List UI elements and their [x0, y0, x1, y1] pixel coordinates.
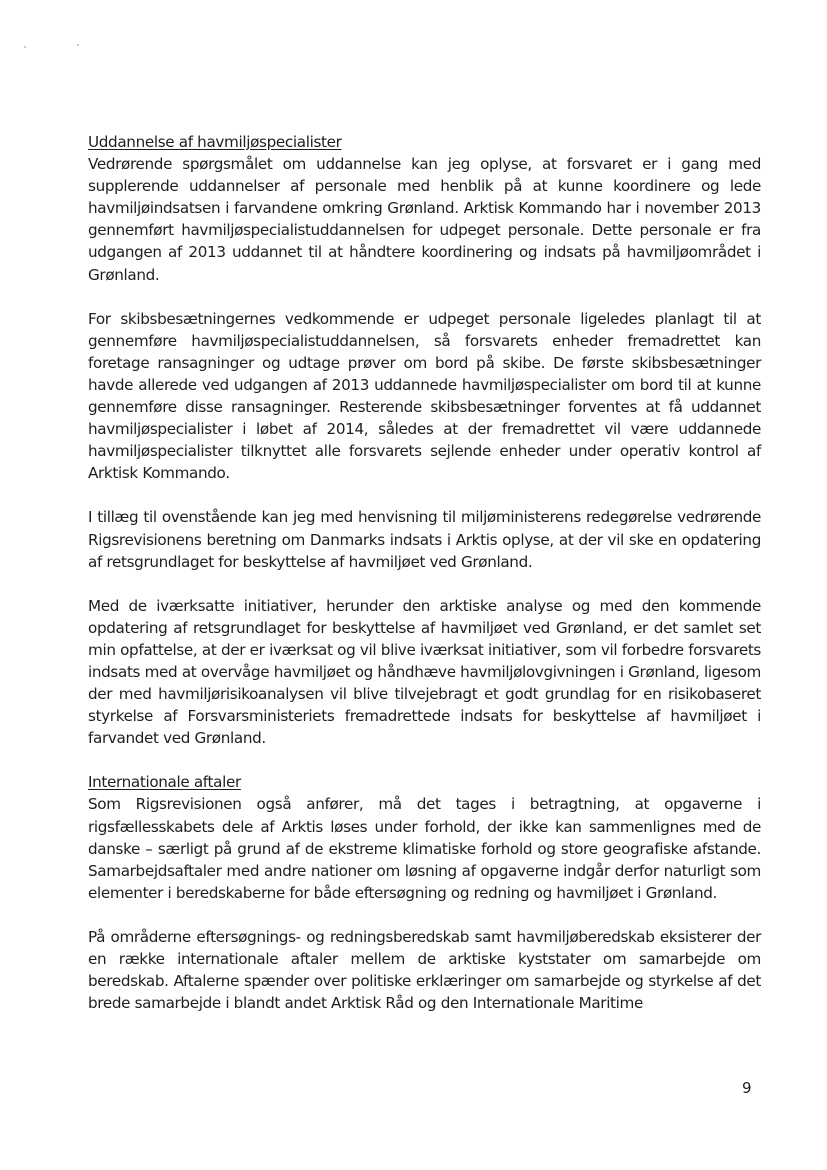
section-uddannelse: [88, 131, 761, 749]
paragraph: I tillæg til ovenstående kan jeg med henvisning til miljøministerens redegørelse vedrørende Rigsrevisionens beretning om Danmarks indsats i Arktis oplyse, at der vil ske en opdatering af retsgrundlaget for beskyttelse af havmiljøet ved Grønland.: [88, 508, 761, 571]
section-internationale-aftaler: [88, 771, 761, 1014]
section-heading: Internationale aftaler: [88, 773, 241, 792]
paragraph: På områderne eftersøgnings- og redningsberedskab samt havmiljøberedskab eksisterer der en række internationale aftaler mellem de arktiske kyststater om samarbejde om beredskab. Aftalerne spænder over politiske erklæringer om samarbejde og styrkelse af det brede samarbejde i blandt andet Arktisk Råd og den Internationale Maritime: [88, 927, 761, 1013]
document-body: [88, 131, 761, 1036]
paragraph: Som Rigsrevisionen også anfører, må det tages i betragtning, at opgaverne i rigsfællesskabets dele af Arktis løses under forhold, der ikke kan sammenlignes med de danske – særligt på grund af de ekstreme klimatiske forhold og store geografiske afstande. Samarbejdsaftaler med andre nationer om løsning af opgaverne indgår derfor naturligt som elementer i beredskaberne for både eftersøgning og redning og havmiljøet i Grønland.: [88, 795, 761, 902]
scan-speck: [77, 44, 79, 46]
paragraph: For skibsbesætningernes vedkommende er udpeget personale ligeledes planlagt til at gennemføre havmiljøspecialistuddannelsen, så forsvarets enheder fremadrettet kan foretage ransagninger og udtage prøver om bord på skibe. De første skibsbesætninger havde allerede ved udgangen af 2013 uddannede havmiljøspecialister om bord til at kunne gennemføre disse ransagninger. Resterende skibsbesætninger forventes at få uddannet havmiljøspecialister i løbet af 2014, således at der fremadrettet vil være uddannede havmiljøspecialister tilknyttet alle forsvarets sejlende enheder under operativ kontrol af Arktisk Kommando.: [88, 309, 761, 483]
section-heading: Uddannelse af havmiljøspecialister: [88, 133, 342, 151]
scan-speck: [24, 46, 26, 48]
page-number: 9: [742, 1079, 752, 1097]
paragraph: Vedrørende spørgsmålet om uddannelse kan jeg oplyse, at forsvaret er i gang med supplerende uddannelser af personale med henblik på at kunne koordinere og lede havmiljøindsatsen i farvandene omkring Grønland. Arktisk Kommando har i november 2013 gennemført havmiljøspecialistuddannelsen for udpeget personale. Dette personale er fra udgangen af 2013 uddannet til at håndtere koordinering og indsats på havmiljøområdet i Grønland.: [88, 155, 761, 284]
paragraph: Med de iværksatte initiativer, herunder den arktiske analyse og med den kommende opdatering af retsgrundlaget for beskyttelse af havmiljøet ved Grønland, er det samlet set min opfattelse, at der er iværksat og vil blive iværksat initiativer, som vil forbedre forsvarets indsats med at overvåge havmiljøet og håndhæve havmiljølovgivningen i Grønland, ligesom der med havmiljørisikoanalysen vil blive tilvejebragt et godt grundlag for en risikobaseret styrkelse af Forsvarsministeriets fremadrettede indsats for beskyttelse af havmiljøet i farvandet ved Grønland.: [88, 596, 761, 748]
